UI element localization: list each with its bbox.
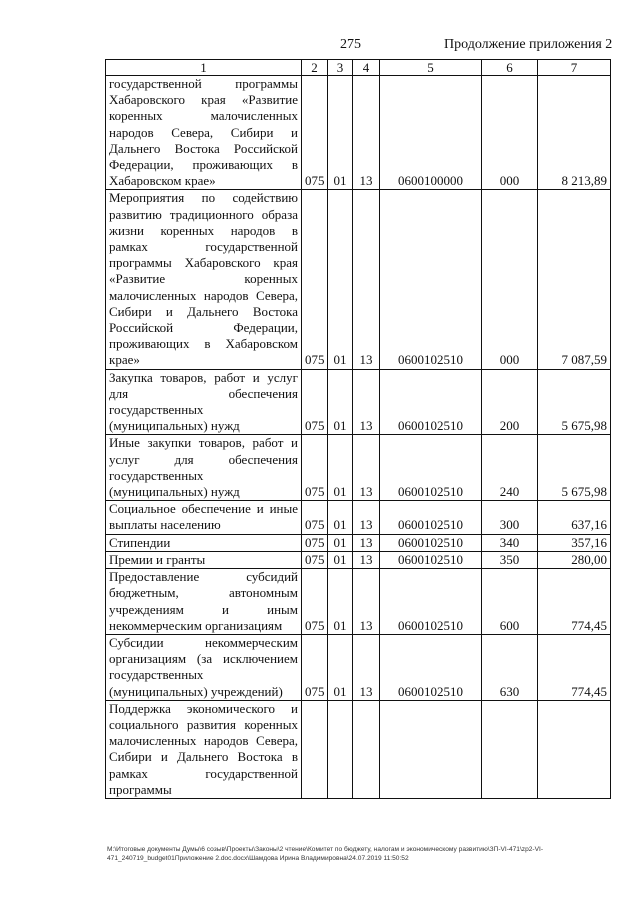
table-row — [106, 190, 611, 369]
cell-amount: 774,45 — [538, 569, 611, 635]
row-name: Мероприятия по содействию развитию традиционного образа жизни коренных народов в рамках государственной программы Хабаровского края «Развитие коренных малочисленных народов Севера, Сибири и Дальнего Востока Российской Федерации, проживающих в Хабаровском крае» — [106, 190, 302, 369]
cell-amount — [538, 700, 611, 798]
table-row — [106, 534, 611, 551]
cell-admin-code: 075 — [302, 551, 328, 568]
cell-subsection: 13 — [353, 190, 380, 369]
cell-subsection: 13 — [353, 369, 380, 435]
cell-admin-code: 075 — [302, 501, 328, 534]
cell-section: 01 — [328, 501, 353, 534]
cell-target-article: 0600102510 — [380, 435, 482, 501]
continuation-heading: Продолжение приложения 2 — [444, 37, 613, 52]
column-header: 3 — [328, 60, 353, 76]
cell-subsection: 13 — [353, 501, 380, 534]
table-row — [106, 501, 611, 534]
cell-expense-type: 200 — [482, 369, 538, 435]
cell-section: 01 — [328, 369, 353, 435]
cell-target-article: 0600102510 — [380, 569, 482, 635]
cell-section: 01 — [328, 435, 353, 501]
row-name: Поддержка экономического и социального развития коренных малочисленных народов Севера, Сибири и Дальнего Востока в рамках государственной программы — [106, 700, 302, 798]
cell-section: 01 — [328, 551, 353, 568]
cell-target-article: 0600102510 — [380, 501, 482, 534]
cell-admin-code: 075 — [302, 369, 328, 435]
cell-section: 01 — [328, 190, 353, 369]
column-header: 6 — [482, 60, 538, 76]
cell-amount: 774,45 — [538, 634, 611, 700]
cell-section: 01 — [328, 569, 353, 635]
column-header: 7 — [538, 60, 611, 76]
cell-amount: 8 213,89 — [538, 76, 611, 190]
cell-admin-code: 075 — [302, 76, 328, 190]
cell-expense-type: 630 — [482, 634, 538, 700]
cell-admin-code: 075 — [302, 569, 328, 635]
cell-expense-type: 350 — [482, 551, 538, 568]
cell-target-article: 0600102510 — [380, 190, 482, 369]
column-header: 5 — [380, 60, 482, 76]
table-row — [106, 634, 611, 700]
cell-expense-type — [482, 700, 538, 798]
cell-expense-type: 240 — [482, 435, 538, 501]
cell-subsection: 13 — [353, 551, 380, 568]
table-row — [106, 551, 611, 568]
column-header: 1 — [106, 60, 302, 76]
row-name: Стипендии — [106, 534, 302, 551]
cell-expense-type: 000 — [482, 190, 538, 369]
page-number: 275 — [340, 37, 361, 52]
cell-subsection: 13 — [353, 534, 380, 551]
cell-amount: 637,16 — [538, 501, 611, 534]
row-name: государственной программы Хабаровского края «Развитие коренных малочисленных народов Севера, Сибири и Дальнего Востока Российской Федерации, проживающих в Хабаровском крае» — [106, 76, 302, 190]
cell-target-article: 0600102510 — [380, 369, 482, 435]
cell-amount: 7 087,59 — [538, 190, 611, 369]
cell-subsection: 13 — [353, 435, 380, 501]
row-name: Премии и гранты — [106, 551, 302, 568]
column-header: 2 — [302, 60, 328, 76]
cell-section: 01 — [328, 634, 353, 700]
cell-admin-code: 075 — [302, 634, 328, 700]
cell-amount: 280,00 — [538, 551, 611, 568]
budget-table — [105, 59, 611, 799]
row-name: Предоставление субсидий бюджетным, автономным учреждениям и иным некоммерческим организациям — [106, 569, 302, 635]
cell-subsection: 13 — [353, 634, 380, 700]
cell-subsection: 13 — [353, 569, 380, 635]
footer-line: M:\Итоговые документы Думы\6 созыв\Проекты\Законы\2 чтение\Комитет по бюджету, налогам и экономическому развитию\ЗП-VI-471\zp2-VI- — [107, 846, 544, 853]
table-row — [106, 435, 611, 501]
table-row — [106, 76, 611, 190]
table-row — [106, 569, 611, 635]
cell-amount: 5 675,98 — [538, 369, 611, 435]
footer-line: 471_240719_budget01Приложение 2.doc.docx\Шамдова Ирина Владимировна\24.07.2019 11:50:52 — [107, 855, 409, 862]
cell-subsection: 13 — [353, 76, 380, 190]
row-name: Социальное обеспечение и иные выплаты населению — [106, 501, 302, 534]
cell-subsection — [353, 700, 380, 798]
column-header: 4 — [353, 60, 380, 76]
cell-admin-code: 075 — [302, 190, 328, 369]
cell-section: 01 — [328, 76, 353, 190]
row-name: Закупка товаров, работ и услуг для обеспечения государственных (муниципальных) нужд — [106, 369, 302, 435]
cell-target-article: 0600102510 — [380, 634, 482, 700]
cell-admin-code: 075 — [302, 534, 328, 551]
cell-expense-type: 600 — [482, 569, 538, 635]
cell-admin-code: 075 — [302, 435, 328, 501]
cell-target-article: 0600102510 — [380, 534, 482, 551]
cell-amount: 5 675,98 — [538, 435, 611, 501]
scan-top-edge — [0, 0, 640, 3]
table-row — [106, 369, 611, 435]
cell-section — [328, 700, 353, 798]
cell-amount: 357,16 — [538, 534, 611, 551]
cell-expense-type: 300 — [482, 501, 538, 534]
cell-target-article: 0600100000 — [380, 76, 482, 190]
cell-target-article: 0600102510 — [380, 551, 482, 568]
cell-target-article — [380, 700, 482, 798]
cell-section: 01 — [328, 534, 353, 551]
table-row — [106, 700, 611, 798]
row-name: Субсидии некоммерческим организациям (за исключением государственных (муниципальных) учреждений) — [106, 634, 302, 700]
cell-expense-type: 000 — [482, 76, 538, 190]
cell-admin-code — [302, 700, 328, 798]
cell-expense-type: 340 — [482, 534, 538, 551]
row-name: Иные закупки товаров, работ и услуг для обеспечения государственных (муниципальных) нужд — [106, 435, 302, 501]
column-header-row — [106, 60, 611, 76]
file-path-footer — [107, 845, 613, 863]
